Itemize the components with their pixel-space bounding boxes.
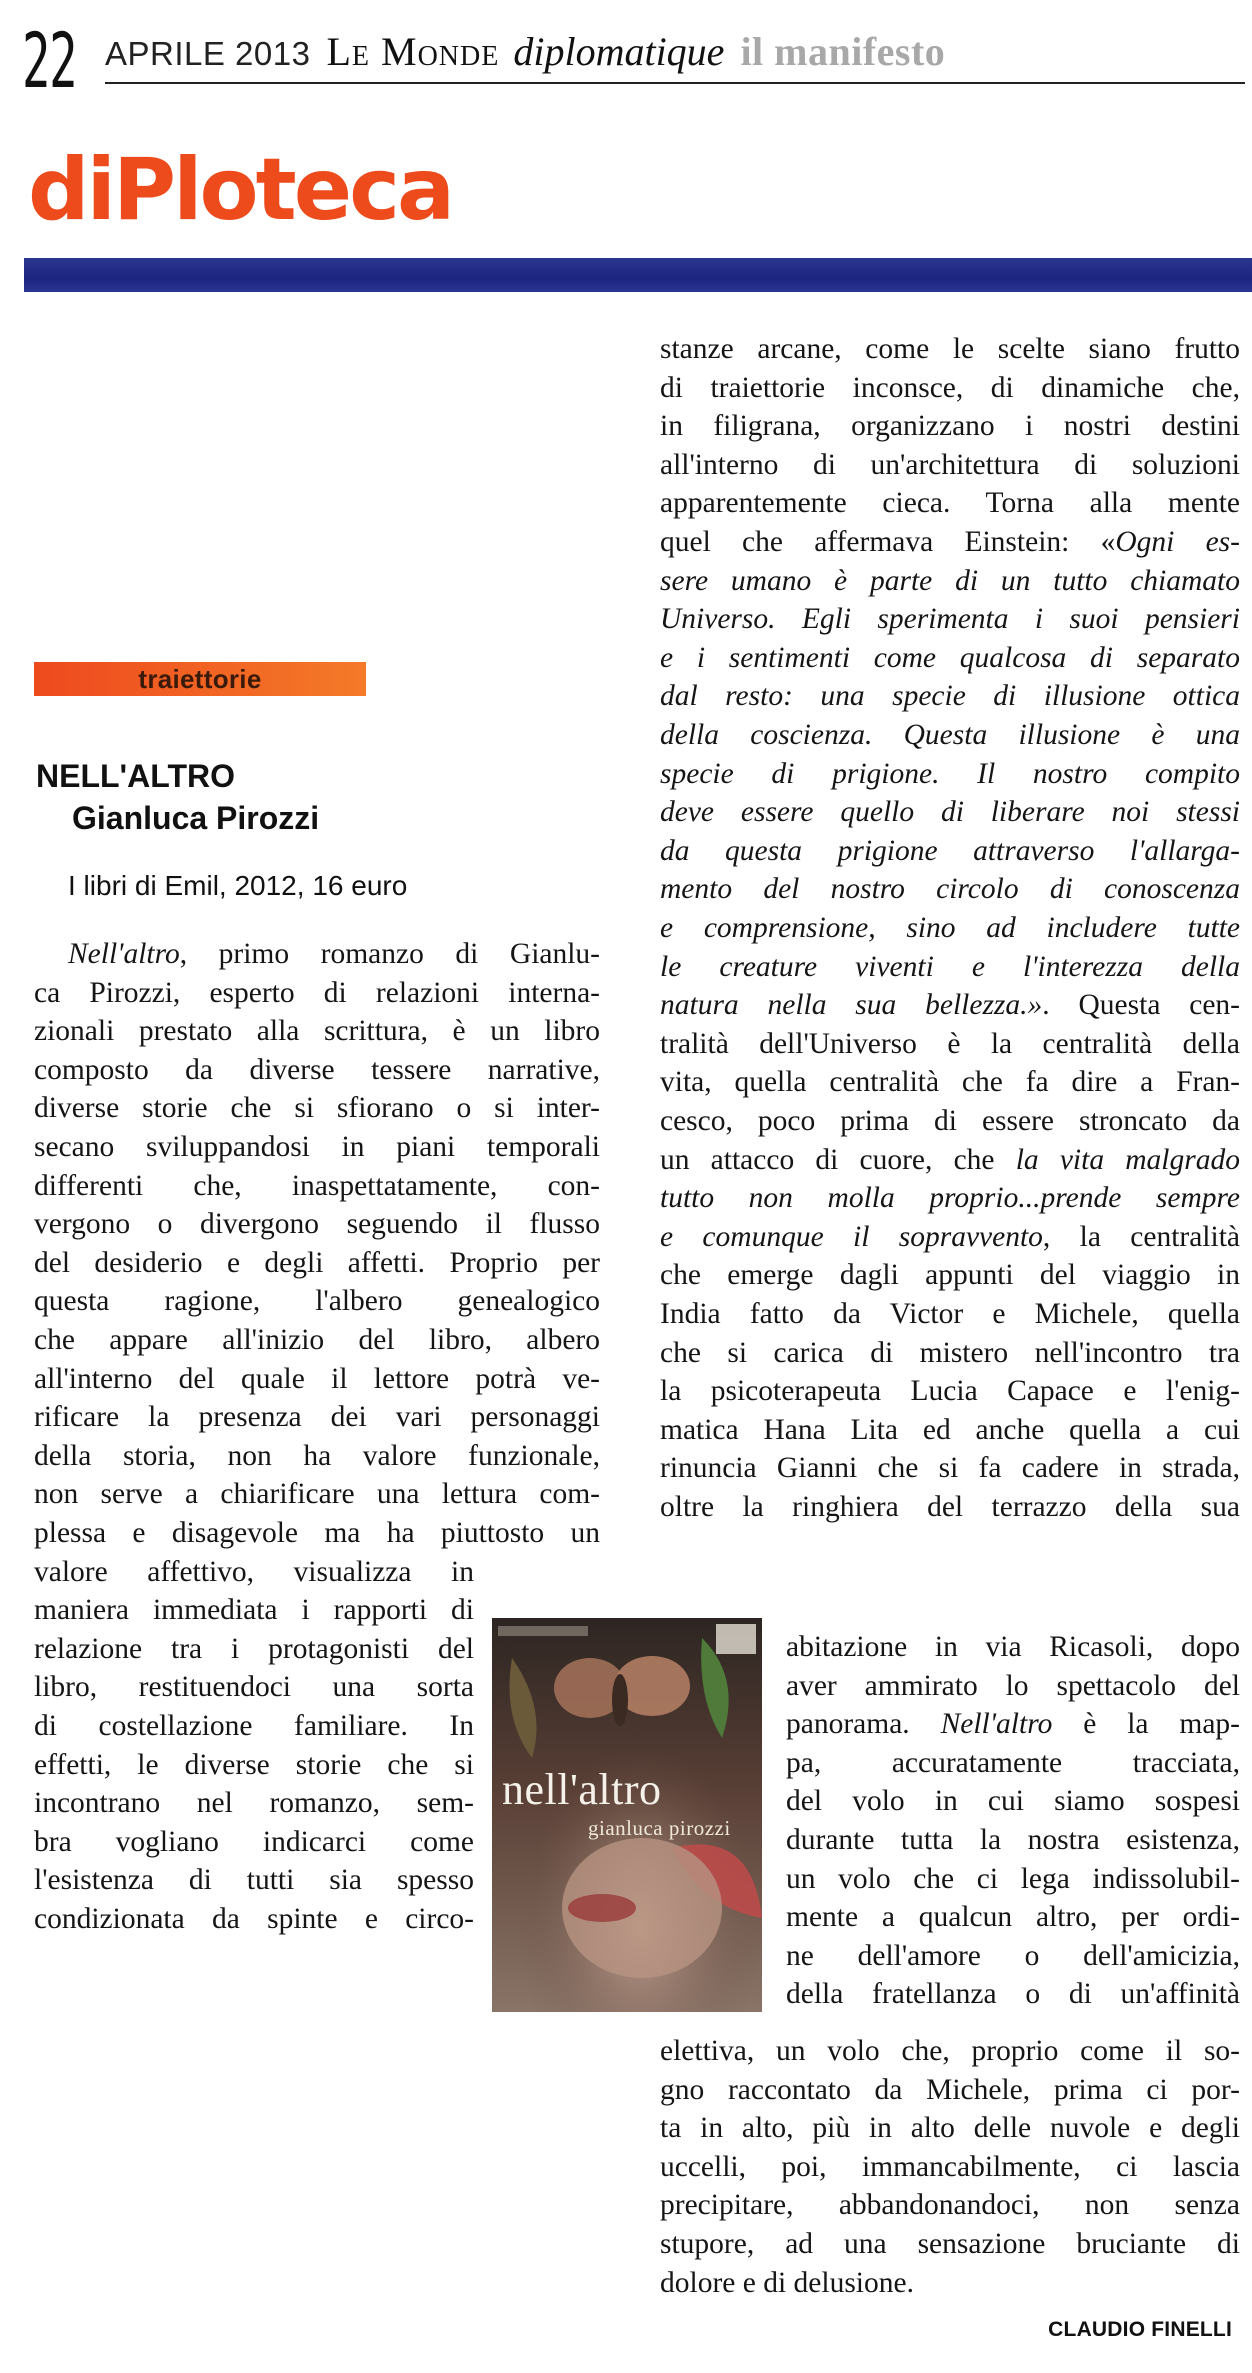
book-cover-artwork [492,1618,762,2012]
article-text-line: incontrano nel romanzo, sem- [34,1787,474,1820]
masthead-rule [105,82,1245,84]
article-text-line: e i sentimenti come qualcosa di separato [660,641,1240,674]
article-text-line: vergono o divergono seguendo il flusso [34,1208,600,1241]
article-text-line: India fatto da Victor e Michele, quella [660,1298,1240,1330]
article-text-line: durante tutta la nostra esistenza, [786,1824,1240,1856]
article-text-line: composto da diverse tessere narrative, [34,1053,600,1086]
article-text-line: dolore e di delusione. [660,2266,914,2299]
article-text-line: effetti, le diverse storie che si [34,1748,474,1781]
article-text-line: in filigrana, organizzano i nostri destini [660,410,1240,443]
article-text-line: sere umano è parte di un tutto chiamato [660,564,1240,597]
article-text-line: l'esistenza di tutti sia spesso [34,1864,474,1897]
masthead [105,28,1245,82]
article-text-line: cesco, poco prima di essere stroncato da [660,1105,1240,1137]
article-text-line: matica Hana Lita ed anche quella a cui [660,1413,1240,1446]
masthead-le-monde: Le Monde [326,29,500,74]
article-text-line: precipitare, abbandonandoci, non senza [660,2189,1240,2222]
article-text-line: aver ammirato lo spettacolo del [786,1669,1240,1702]
masthead-date: APRILE 2013 [105,35,311,72]
article-text-line: ta in alto, più in alto delle nuvole e degli [660,2112,1240,2145]
article-text-line: condizionata da spinte e circo- [34,1903,474,1935]
rubric-label: traiettorie [138,664,262,694]
article-text-line: tralità dell'Universo è la centralità della [660,1027,1240,1060]
article-text-line: un attacco di cuore, che la vita malgrado [660,1143,1240,1176]
book-cover-title: nell'altro [502,1765,662,1814]
article-text-line: un volo che ci lega indissolubil- [786,1862,1240,1895]
article-text-line: le creature viventi e l'interezza della [660,950,1240,983]
article-text-line: stupore, ad una sensazione bruciante di [660,2228,1240,2260]
article-text-line: rinuncia Gianni che si fa cadere in strada, [660,1452,1240,1485]
article-text-line: all'interno del quale il lettore potrà ve- [34,1362,600,1395]
article-text-line: stanze arcane, come le scelte siano frutto [660,333,1240,365]
article-text-line: e comunque il sopravvento, la centralità [660,1220,1240,1253]
article-text-line: di traiettorie inconsce, di dinamiche che, [660,371,1240,404]
article-text-line: abitazione in via Ricasoli, dopo [786,1631,1240,1663]
page-number: 22 [22,16,77,105]
article-text-line: specie di prigione. Il nostro compito [660,757,1240,790]
article-text-line: che si carica di mistero nell'incontro tra [660,1336,1240,1369]
article-text-line: ne dell'amore o dell'amicizia, [786,1939,1240,1972]
book-cover-image [492,1618,762,2012]
article-text-line: vita, quella centralità che fa dire a Fran- [660,1066,1240,1099]
article-text-line: Universo. Egli sperimenta i suoi pensieri [660,603,1240,636]
article-text-line: libro, restituendoci una sorta [34,1671,474,1704]
masthead-diplomatique: diplomatique [513,29,725,74]
article-text-line: e comprensione, sino ad includere tutte [660,912,1240,944]
section-divider-bar [24,258,1252,292]
article-text-line: dal resto: una specie di illusione ottica [660,680,1240,713]
article-text-line: non serve a chiarificare una lettura com- [34,1478,600,1511]
article-text-line: della fratellanza o di un'affinità [786,1978,1240,2011]
article-text-line: bra vogliano indicarci come [34,1825,474,1858]
section-title: diPloteca [28,140,453,240]
article-text-line: maniera immediata i rapporti di [34,1594,474,1627]
article-text-line: che emerge dagli appunti del viaggio in [660,1259,1240,1292]
rubric-tag [34,662,366,696]
article-text-line: della storia, non ha valore funzionale, [34,1439,600,1472]
article-author-signature: CLAUDIO FINELLI [1048,2318,1232,2341]
article-text-line: del volo in cui siamo sospesi [786,1785,1240,1818]
article-text-line: deve essere quello di liberare noi stessi [660,796,1240,829]
article-text-line: Nell'altro, primo romanzo di Gianlu- [68,938,600,970]
article-text-line: diverse storie che si sfiorano o si inter- [34,1092,600,1125]
article-text-line: da questa prigione attraverso l'allarga- [660,834,1240,867]
article-text-line: mente a qualcun altro, per ordi- [786,1901,1240,1934]
article-text-line: ca Pirozzi, esperto di relazioni interna- [34,976,600,1009]
article-text-line: di costellazione familiare. In [34,1710,474,1742]
article-text-line: oltre la ringhiera del terrazzo della sua [660,1491,1240,1523]
article-text-line: valore affettivo, visualizza in [34,1555,474,1588]
article-text-line: la psicoterapeuta Lucia Capace e l'enig- [660,1375,1240,1408]
article-text-line: plessa e disagevole ma ha piuttosto un [34,1517,600,1549]
article-text-line: secano sviluppandosi in piani temporali [34,1131,600,1163]
article-text-line: differenti che, inaspettatamente, con- [34,1169,600,1202]
article-text-line: elettiva, un volo che, proprio come il so- [660,2035,1240,2067]
article-text-line: che appare all'inizio del libro, albero [34,1324,600,1356]
book-cover-author: gianluca pirozzi [588,1816,731,1840]
article-text-line: panorama. Nell'altro è la map- [786,1708,1240,1741]
article-text-line: questa ragione, l'albero genealogico [34,1285,600,1318]
article-text-line: del desiderio e degli affetti. Proprio per [34,1246,600,1279]
book-author: Gianluca Pirozzi [72,800,320,836]
article-text-line: pa, accuratamente tracciata, [786,1746,1240,1779]
article-text-line: tutto non molla proprio...prende sempre [660,1182,1240,1215]
article-text-line: gno raccontato da Michele, prima ci por- [660,2073,1240,2106]
book-publication-info: I libri di Emil, 2012, 16 euro [68,870,408,901]
article-text-line: mento del nostro circolo di conoscenza [660,873,1240,906]
article-text-line: quel che affermava Einstein: «Ogni es- [660,526,1240,558]
article-text-line: natura nella sua bellezza.». Questa cen- [660,989,1240,1022]
book-title: NELL'ALTRO [36,758,235,794]
article-text-line: uccelli, poi, immancabilmente, ci lascia [660,2150,1240,2183]
article-text-line: relazione tra i protagonisti del [34,1632,474,1665]
article-text-line: rificare la presenza dei vari personaggi [34,1401,600,1434]
article-text-line: apparentemente cieca. Torna alla mente [660,487,1240,520]
masthead-il-manifesto: il manifesto [740,29,946,74]
article-text-line: zionali prestato alla scrittura, è un libro [34,1015,600,1048]
article-text-line: della coscienza. Questa illusione è una [660,719,1240,751]
article-text-line: all'interno di un'architettura di soluzioni [660,448,1240,481]
